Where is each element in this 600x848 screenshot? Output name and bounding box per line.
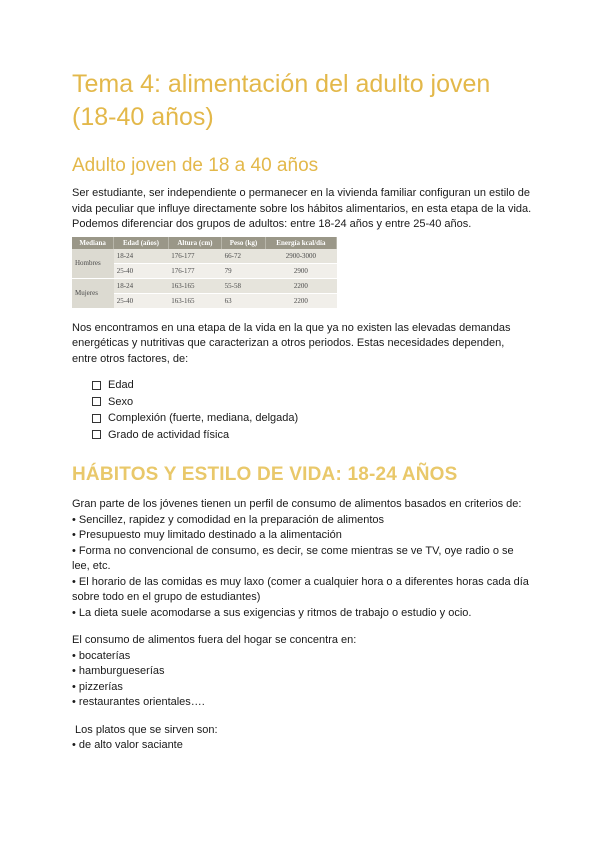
- group-label-women: Mujeres: [72, 278, 114, 308]
- list-item: [92, 394, 532, 411]
- list-item: • restaurantes orientales….: [72, 696, 205, 708]
- list-item: • Presupuesto muy limitado destinado a la alimentación: [72, 529, 342, 541]
- table-cell: 176-177: [168, 249, 221, 264]
- table-cell: 2200: [265, 278, 336, 293]
- factors-checklist: [92, 377, 532, 443]
- section-heading-adult: Adulto joven de 18 a 40 años: [72, 155, 319, 176]
- table-cell: 163-165: [168, 293, 221, 308]
- table-cell: 25-40: [114, 263, 168, 278]
- list-item: [92, 377, 532, 394]
- list-item: [92, 410, 532, 427]
- table-cell: 18-24: [114, 278, 168, 293]
- table-header: Energía kcal/día: [265, 237, 336, 249]
- table-cell: 176-177: [168, 263, 221, 278]
- nutrition-table: [72, 237, 337, 309]
- table-cell: 18-24: [114, 249, 168, 264]
- table-cell: 2900-3000: [265, 249, 336, 264]
- table-cell: 55-58: [222, 278, 266, 293]
- outside-intro: El consumo de alimentos fuera del hogar se concentra en:: [72, 634, 357, 646]
- table-header: Edad (años): [114, 237, 168, 249]
- table-header: Mediana: [72, 237, 114, 249]
- checkbox-icon[interactable]: [92, 381, 101, 390]
- table-header: Peso (kg): [222, 237, 266, 249]
- title-line-1: Tema 4: alimentación del adulto joven: [72, 70, 491, 98]
- list-item: [92, 427, 532, 444]
- list-item: • Forma no convencional de consumo, es decir, se come mientras se ve TV, oye radio o se lee, etc.: [72, 544, 514, 572]
- table-header: Altura (cm): [168, 237, 221, 249]
- dishes-list: [72, 738, 532, 754]
- table-row: [72, 278, 337, 293]
- list-item: • La dieta suele acomodarse a sus exigencias y ritmos de trabajo o estudio y ocio.: [72, 606, 472, 619]
- table-header-row: [72, 237, 337, 249]
- table-cell: 2900: [265, 263, 336, 278]
- factor-label: Complexión (fuerte, mediana, delgada): [108, 412, 299, 424]
- title-line-2: (18-40 años): [72, 103, 214, 131]
- list-item: • bocaterías: [72, 649, 131, 662]
- list-item: • El horario de las comidas es muy laxo (comer a cualquier hora o a diferentes horas cada día sobre todo en el grupo de estudiantes): [72, 575, 529, 603]
- table-cell: 66-72: [222, 249, 266, 264]
- page-title: [72, 68, 532, 134]
- groups-paragraph: Podemos diferenciar dos grupos de adultos: entre 18-24 años y entre 25-40 años.: [72, 218, 472, 230]
- needs-paragraph: Nos encontramos en una etapa de la vida en la que ya no existen las elevadas demandas energéticas y nutritivas que caracterizan a otros periodos. Estas necesidades dependen, entre otros factores, de:: [72, 321, 511, 365]
- document-page: [72, 68, 532, 754]
- factor-label: Edad: [108, 379, 134, 391]
- list-item: • pizzerías: [72, 680, 123, 693]
- table-cell: 79: [222, 263, 266, 278]
- intro-paragraph: Ser estudiante, ser independiente o permanecer en la vivienda familiar configuran un estilo de vida peculiar que influye directamente sobre los hábitos alimentarios, en esta etapa de la vida.: [72, 187, 532, 215]
- group-label-men: Hombres: [72, 249, 114, 279]
- table-cell: 2200: [265, 293, 336, 308]
- list-item: • Sencillez, rapidez y comodidad en la preparación de alimentos: [72, 513, 385, 526]
- checkbox-icon[interactable]: [92, 414, 101, 423]
- table-cell: 163-165: [168, 278, 221, 293]
- table-cell: 25-40: [114, 293, 168, 308]
- profile-list: [72, 513, 532, 622]
- list-item: • de alto valor saciante: [72, 739, 183, 751]
- table-row: [72, 249, 337, 264]
- factor-label: Sexo: [108, 395, 134, 408]
- outside-list: [72, 649, 532, 711]
- factor-label: Grado de actividad física: [108, 428, 230, 441]
- checkbox-icon[interactable]: [92, 430, 101, 439]
- checkbox-icon[interactable]: [92, 397, 101, 406]
- profile-intro: Gran parte de los jóvenes tienen un perfil de consumo de alimentos basados en criterios de:: [72, 498, 522, 510]
- dishes-intro: Los platos que se sirven son:: [72, 723, 218, 736]
- list-item: • hamburgueserías: [72, 665, 165, 677]
- table-cell: 63: [222, 293, 266, 308]
- section-heading-habits: HÁBITOS Y ESTILO DE VIDA: 18-24 AÑOS: [72, 464, 458, 485]
